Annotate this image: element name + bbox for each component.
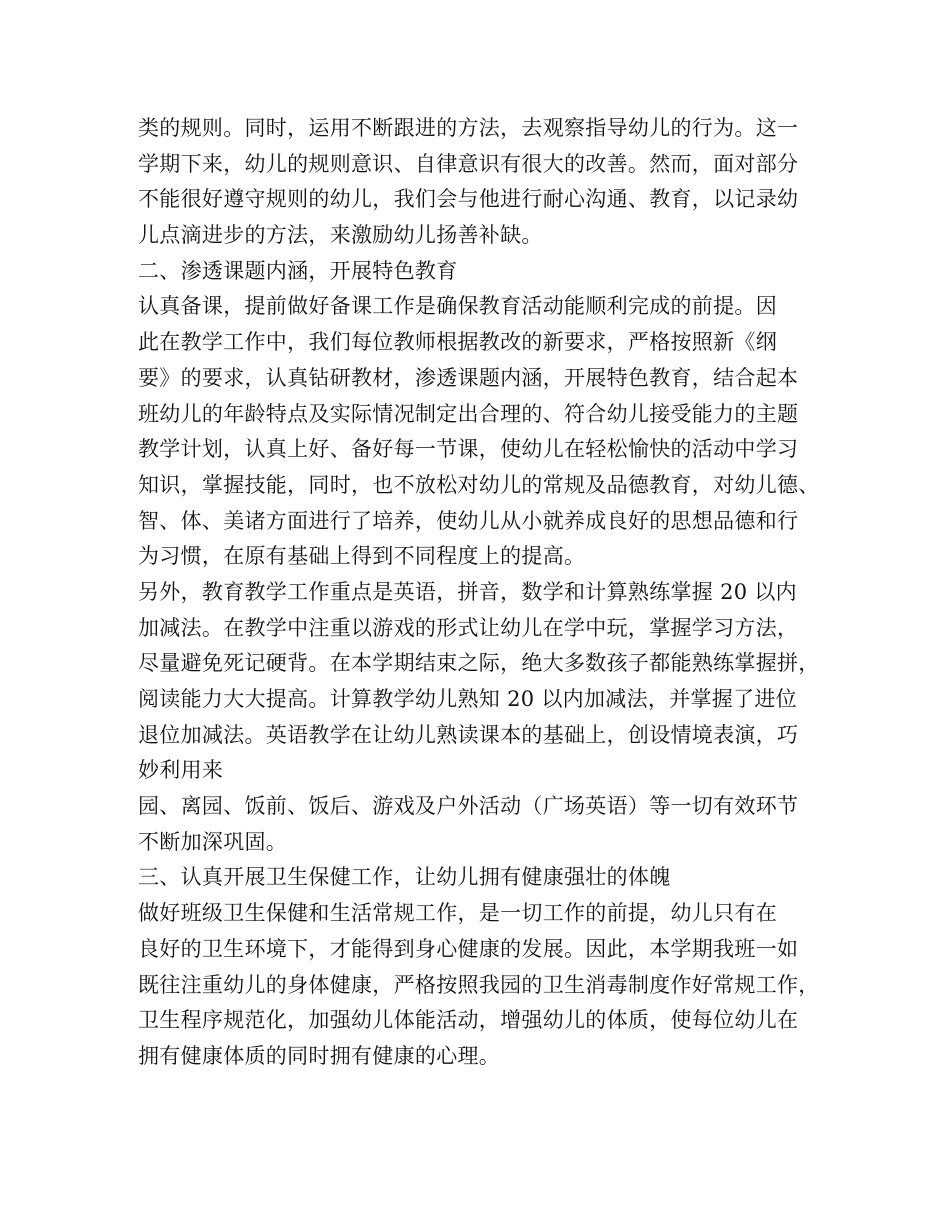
text-line: 妙利用来 bbox=[138, 758, 224, 783]
text-line: 儿点滴进步的方法，来激励幼儿扬善补缺。 bbox=[138, 223, 543, 248]
text-line: 认真备课，提前做好备课工作是确保教育活动能顺利完成的前提。因 bbox=[138, 294, 777, 319]
text-line: 要》的要求，认真钻研教材，渗透课题内涵，开展特色教育，结合起本 bbox=[138, 365, 799, 390]
document-body bbox=[138, 111, 828, 1075]
text-line: 尽量避免死记硬背。在本学期结束之际，绝大多数孩子都能熟练掌握拼， bbox=[138, 651, 820, 676]
text-line: 教学计划，认真上好、备好每一节课，使幼儿在轻松愉快的活动中学习 bbox=[138, 437, 799, 462]
text-line: 为习惯，在原有基础上得到不同程度上的提高。 bbox=[138, 544, 586, 569]
text-line: 此在教学工作中，我们每位教师根据教改的新要求，严格按照新《纲 bbox=[138, 330, 777, 355]
text-line: 退位加减法。英语教学在让幼儿熟读课本的基础上，创设情境表演，巧 bbox=[138, 722, 799, 747]
text-line: 知识，掌握技能，同时，也不放松对幼儿的常规及品德教育，对幼儿德、 bbox=[138, 472, 820, 497]
text-line: 智、体、美诸方面进行了培养，使幼儿从小就养成良好的思想品德和行 bbox=[138, 508, 799, 533]
text-line: 不能很好遵守规则的幼儿，我们会与他进行耐心沟通、教育，以记录幼 bbox=[138, 187, 799, 212]
text-line: 类的规则。同时，运用不断跟进的方法，去观察指导幼儿的行为。这一 bbox=[138, 116, 799, 140]
text-line: 做好班级卫生保健和生活常规工作，是一切工作的前提，幼儿只有在 bbox=[138, 901, 777, 926]
text-line: 拥有健康体质的同时拥有健康的心理。 bbox=[138, 1043, 501, 1068]
text-line: 另外，教育教学工作重点是英语，拼音，数学和计算熟练掌握 20 以内 bbox=[138, 579, 797, 604]
text-line: 卫生程序规范化，加强幼儿体能活动，增强幼儿的体质，使每位幼儿在 bbox=[138, 1008, 799, 1033]
text-line: 不断加深巩固。 bbox=[138, 829, 288, 854]
section-heading: 二、渗透课题内涵，开展特色教育 bbox=[138, 258, 458, 283]
text-line: 阅读能力大大提高。计算教学幼儿熟知 20 以内加减法，并掌握了进位 bbox=[138, 687, 797, 711]
text-line: 学期下来，幼儿的规则意识、自律意识有很大的改善。然而，面对部分 bbox=[138, 151, 799, 176]
text-line: 良好的卫生环境下，才能得到身心健康的发展。因此，本学期我班一如 bbox=[138, 936, 799, 961]
text-line: 园、离园、饭前、饭后、游戏及户外活动（广场英语）等一切有效环节 bbox=[138, 794, 799, 819]
text-line: 班幼儿的年龄特点及实际情况制定出合理的、符合幼儿接受能力的主题 bbox=[138, 401, 799, 426]
section-heading: 三、认真开展卫生保健工作，让幼儿拥有健康强壮的体魄 bbox=[138, 865, 671, 890]
text-line: 既往注重幼儿的身体健康，严格按照我园的卫生消毒制度作好常规工作， bbox=[138, 972, 820, 997]
text-line: 加减法。在教学中注重以游戏的形式让幼儿在学中玩，掌握学习方法， bbox=[138, 615, 799, 640]
